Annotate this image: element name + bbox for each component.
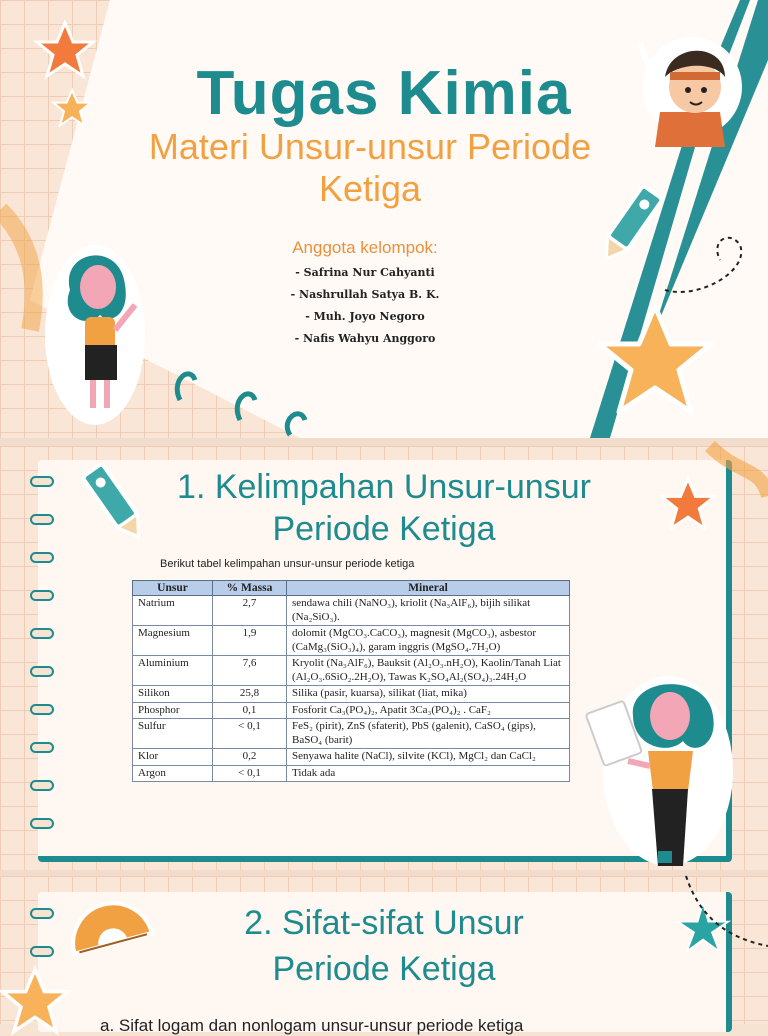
reading-character-icon (588, 671, 738, 871)
mineral-cell: Silika (pasir, kuarsa), silikat (liat, mika) (287, 686, 570, 703)
mass-cell: < 0,1 (213, 719, 287, 749)
presentation-title: Tugas Kimia (196, 59, 572, 128)
mineral-cell: Fosforit Ca₃(PO₄)₂, Apatit 3Ca₃(PO₄)₂ . CaF₂ (287, 702, 570, 719)
mass-cell: 1,9 (213, 626, 287, 656)
column-header: Mineral (287, 581, 570, 596)
binder-ring (30, 628, 54, 639)
table-header-row (133, 581, 570, 596)
member-item: - Nafis Wahyu Anggoro (294, 332, 436, 345)
mass-cell: 0,2 (213, 749, 287, 766)
slide-title-line2: Periode Ketiga (272, 950, 496, 988)
table-row (133, 626, 570, 656)
member-item: - Nashrullah Satya B. K. (290, 288, 440, 301)
table-row (133, 749, 570, 766)
presentation-subtitle-line2: Ketiga (318, 168, 422, 209)
slide-gap (0, 438, 768, 446)
element-cell: Phosphor (133, 702, 213, 719)
binder-ring (30, 742, 54, 753)
table-row (133, 702, 570, 719)
element-cell: Natrium (133, 596, 213, 626)
mass-cell: 2,7 (213, 596, 287, 626)
mineral-cell: FeS₂ (pirit), ZnS (sfaterit), PbS (galenit), CaSO₄ (gips), BaSO₄ (barit) (287, 719, 570, 749)
mass-cell: 7,6 (213, 656, 287, 686)
binder-ring (30, 818, 54, 829)
table-row (133, 686, 570, 703)
binder-ring (30, 666, 54, 677)
mass-cell: 25,8 (213, 686, 287, 703)
dotted-swirl-icon (660, 230, 760, 320)
student-character-icon (40, 235, 150, 425)
element-cell: Sulfur (133, 719, 213, 749)
binder-ring (30, 780, 54, 791)
member-item: - Safrina Nur Cahyanti (295, 266, 435, 279)
table-row (133, 656, 570, 686)
table-row (133, 596, 570, 626)
mineral-cell: sendawa chili (NaNO₃), kriolit (Na₃AlF₆), bijih silikat (Na₂SiO₃). (287, 596, 570, 626)
mineral-cell: Kryolit (Na₃AlF₆), Bauksit (Al₂O₃.nH₂O), Kaolin/Tanah Liat (Al₂O₃.6SiO₂.2H₂O), Tawas K₂SO₄Al₂(SO₄)₃.24H₂O (287, 656, 570, 686)
element-cell: Silikon (133, 686, 213, 703)
section-text: a. Sifat logam dan nonlogam unsur-unsur periode ketiga (100, 1016, 524, 1035)
presentation-subtitle-line1: Materi Unsur-unsur Periode (148, 126, 592, 167)
mineral-cell: Senyawa halite (NaCl), silvite (KCl), MgCl₂ dan CaCl₂ (287, 749, 570, 766)
binder-ring (30, 590, 54, 601)
slide-abundance (0, 446, 768, 870)
slide-properties (0, 876, 768, 1035)
member-item: - Muh. Joyo Negoro (305, 310, 425, 323)
binder-ring (30, 704, 54, 715)
mass-cell: 0,1 (213, 702, 287, 719)
mineral-cell: dolomit (MgCO₃.CaCO₃), magnesit (MgCO₃), asbestor (CaMg₃(SiO₃)₄), garam inggris (MgSO₄.7H₂O) (287, 626, 570, 656)
members-list (230, 262, 500, 350)
slide-title (0, 0, 768, 438)
table-row (133, 765, 570, 782)
mass-cell: < 0,1 (213, 765, 287, 782)
binder-rings (160, 360, 320, 440)
slide-title-line1: 1. Kelimpahan Unsur-unsur (177, 468, 591, 506)
mineral-cell: Tidak ada (287, 765, 570, 782)
element-cell: Klor (133, 749, 213, 766)
table-row (133, 719, 570, 749)
table-caption: Berikut tabel kelimpahan unsur-unsur periode ketiga (160, 558, 415, 570)
binder-ring (30, 552, 54, 563)
element-cell: Magnesium (133, 626, 213, 656)
slide-title-line1: 2. Sifat-sifat Unsur (244, 904, 524, 942)
column-header: Unsur (133, 581, 213, 596)
abundance-table (132, 580, 570, 782)
slide-title-line2: Periode Ketiga (272, 510, 496, 548)
element-cell: Aluminium (133, 656, 213, 686)
element-cell: Argon (133, 765, 213, 782)
members-heading: Anggota kelompok: (292, 238, 438, 257)
column-header: % Massa (213, 581, 287, 596)
